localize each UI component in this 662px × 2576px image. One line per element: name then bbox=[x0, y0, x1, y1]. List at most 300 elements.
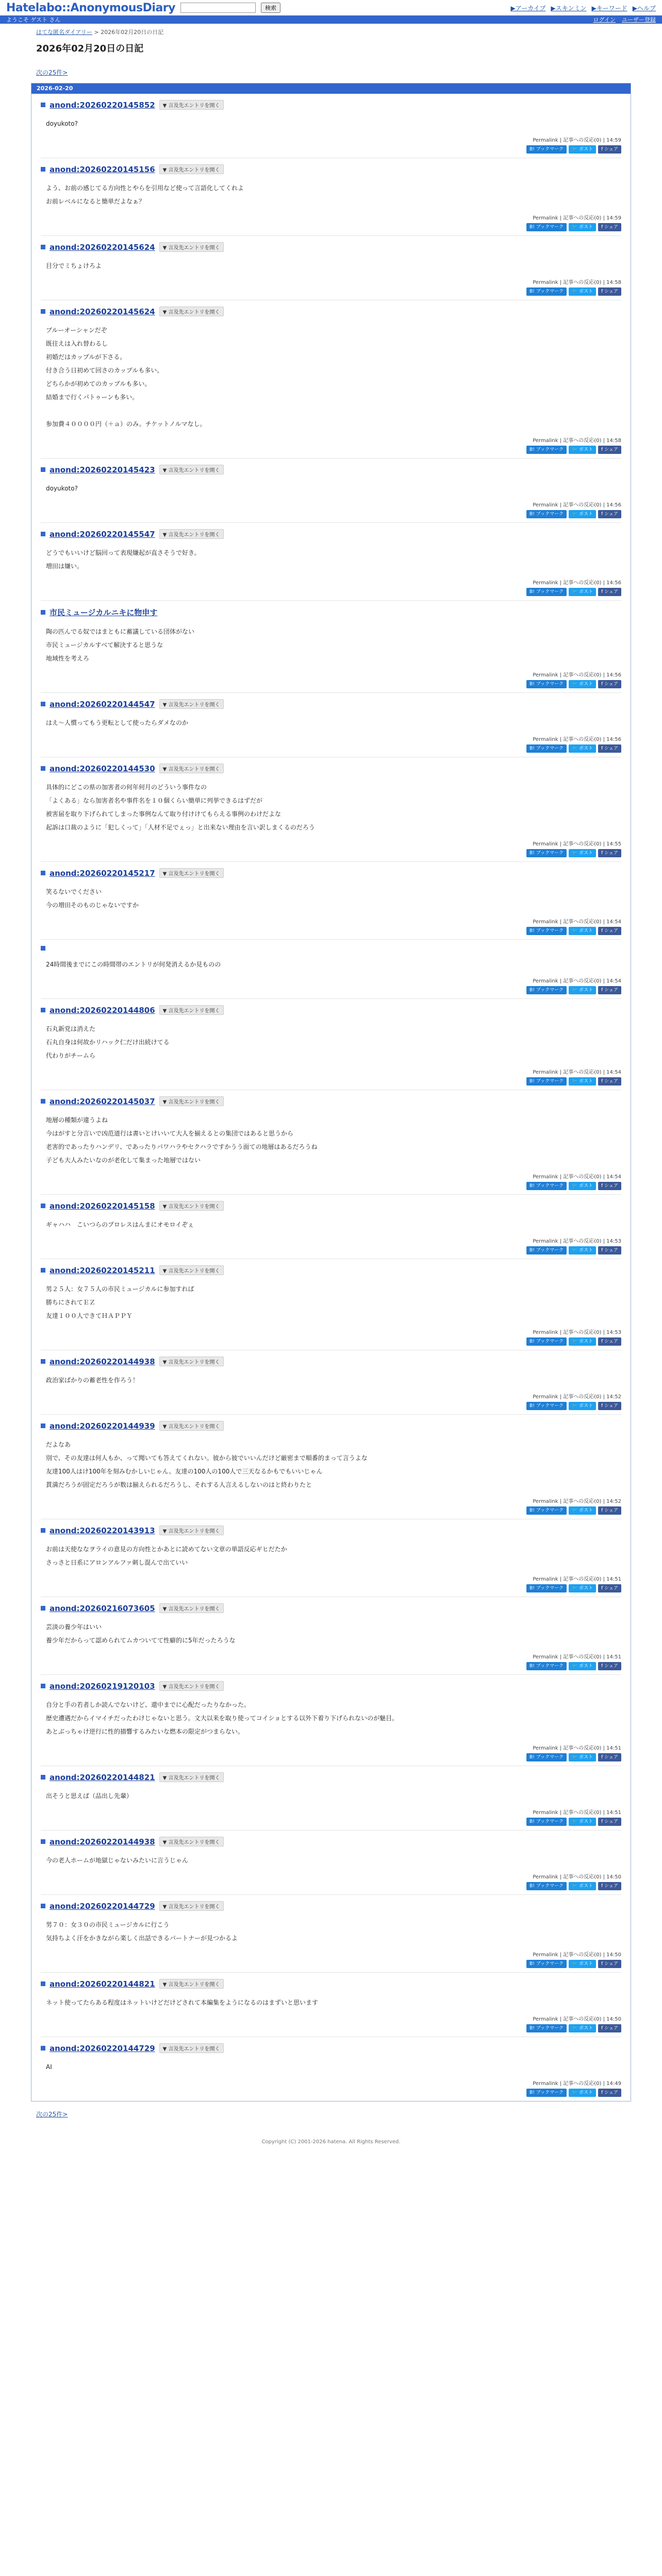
entry-square-icon bbox=[41, 1981, 45, 1986]
bookmark-button[interactable]: B! ブックマーク bbox=[526, 1337, 567, 1346]
entry-body bbox=[46, 885, 616, 912]
breadcrumb-sep: > bbox=[92, 29, 101, 36]
entry-title-row bbox=[41, 1005, 621, 1015]
entry-meta[interactable]: Permalink | 記事への反応(0) | 14:50 bbox=[533, 2016, 621, 2022]
post-button[interactable]: 🐦 ポスト bbox=[569, 145, 596, 154]
help-link[interactable]: ▶ヘルプ bbox=[632, 4, 656, 12]
entry-meta[interactable]: Permalink | 記事への反応(0) | 14:59 bbox=[533, 215, 621, 221]
share-buttons bbox=[41, 1337, 621, 1346]
post-button[interactable]: 🐦 ポスト bbox=[569, 744, 596, 753]
share-buttons bbox=[41, 2024, 621, 2032]
post-button[interactable]: 🐦 ポスト bbox=[569, 1182, 596, 1190]
entry-body-line: 養少年だからって認められてムカついてて性癖的に5年だったろうな bbox=[46, 1637, 236, 1644]
share-button[interactable]: f シェア bbox=[598, 927, 621, 935]
entry-title-row bbox=[41, 1603, 621, 1613]
login-link[interactable]: ログイン bbox=[593, 16, 616, 23]
entry-body-line: お前レベルになると簡単だよなぁ？ bbox=[46, 198, 145, 205]
entry-meta[interactable]: Permalink | 記事への反応(0) | 14:51 bbox=[533, 1745, 621, 1751]
post-button[interactable]: 🐦 ポスト bbox=[569, 2024, 596, 2032]
open-referenced-entry-button[interactable]: ▼ 言及先エントリを開く bbox=[159, 1603, 224, 1613]
entry-square-icon bbox=[41, 1268, 45, 1273]
open-referenced-entry-button[interactable]: ▼ 言及先エントリを開く bbox=[159, 307, 224, 316]
entry-title-link[interactable]: anond:20260220144729 bbox=[49, 2043, 155, 2053]
entry-title-row bbox=[41, 1421, 621, 1431]
entry-title-link[interactable]: anond:20260220144821 bbox=[49, 1772, 155, 1782]
site-logo[interactable]: Hatelabo::AnonymousDiary bbox=[6, 1, 175, 14]
next-page-link-bottom[interactable]: 次の25件> bbox=[36, 2111, 68, 2118]
entry-body-line: 友達１００人できてＨＡＰＰＹ bbox=[46, 1312, 133, 1319]
search-input[interactable] bbox=[180, 3, 256, 13]
entry-body-line: 今の老人ホームが地獄じゃないみたいに言うじゃん bbox=[46, 1857, 189, 1864]
bookmark-button[interactable]: B! ブックマーク bbox=[526, 588, 567, 596]
post-button[interactable]: 🐦 ポスト bbox=[569, 1662, 596, 1670]
open-referenced-entry-button[interactable]: ▼ 言及先エントリを開く bbox=[159, 100, 224, 110]
entry-title-link[interactable]: anond:20260220145217 bbox=[49, 868, 155, 878]
entry-body-line: 付き合う日初めて回さのカップルも多い。 bbox=[46, 367, 163, 374]
entry bbox=[41, 300, 621, 458]
share-buttons bbox=[41, 588, 621, 596]
sub-header-bar bbox=[0, 15, 662, 24]
open-referenced-entry-button[interactable]: ▼ 言及先エントリを開く bbox=[159, 868, 224, 878]
post-button[interactable]: 🐦 ポスト bbox=[569, 1246, 596, 1255]
post-button[interactable]: 🐦 ポスト bbox=[569, 1077, 596, 1086]
entry-title-link[interactable]: anond:20260220144938 bbox=[49, 1357, 155, 1366]
post-button[interactable]: 🐦 ポスト bbox=[569, 1882, 596, 1890]
bookmark-button[interactable]: B! ブックマーク bbox=[526, 986, 567, 994]
entry bbox=[41, 1414, 621, 1519]
entry bbox=[41, 458, 621, 522]
entry-body bbox=[46, 958, 616, 971]
share-buttons bbox=[41, 1584, 621, 1592]
entry-meta[interactable]: Permalink | 記事への反応(0) | 14:53 bbox=[533, 1330, 621, 1335]
entry-body bbox=[46, 117, 616, 130]
entry-body-line: 今はがすと分言いで凶范道行は書いとけいいて大人を揃えるとの集団ではあると思うから bbox=[46, 1130, 294, 1137]
share-buttons bbox=[41, 1882, 621, 1890]
entry-meta[interactable]: Permalink | 記事への反応(0) | 14:58 bbox=[533, 280, 621, 285]
entry-title-link[interactable]: anond:20260220145624 bbox=[49, 242, 155, 252]
share-button[interactable]: f シェア bbox=[598, 588, 621, 596]
entry-square-icon bbox=[41, 1528, 45, 1533]
open-referenced-entry-button[interactable]: ▼ 言及先エントリを開く bbox=[159, 2043, 224, 2053]
entry-body-line: お前は天使ななヲライの意見の方向性とかあとに読めてない文章の単語反応ギヒだたか bbox=[46, 1546, 287, 1553]
open-referenced-entry-button[interactable]: ▼ 言及先エントリを開く bbox=[159, 1526, 224, 1535]
entry-body bbox=[46, 181, 616, 208]
entry-body bbox=[46, 1854, 616, 1867]
bookmark-button[interactable]: B! ブックマーク bbox=[526, 446, 567, 454]
post-button[interactable]: 🐦 ポスト bbox=[569, 510, 596, 518]
open-referenced-entry-button[interactable]: ▼ 言及先エントリを開く bbox=[159, 529, 224, 539]
post-button[interactable]: 🐦 ポスト bbox=[569, 287, 596, 296]
open-referenced-entry-button[interactable]: ▼ 言及先エントリを開く bbox=[159, 1681, 224, 1691]
entry-meta[interactable]: Permalink | 記事への反応(0) | 14:59 bbox=[533, 138, 621, 143]
entry-meta[interactable]: Permalink | 記事への反応(0) | 14:58 bbox=[533, 438, 621, 444]
entry-title-link[interactable]: anond:20260220145852 bbox=[49, 100, 155, 110]
breadcrumb-home[interactable]: はてな匿名ダイアリー bbox=[36, 29, 93, 36]
open-referenced-entry-button[interactable]: ▼ 言及先エントリを開く bbox=[159, 164, 224, 174]
bookmark-button[interactable]: B! ブックマーク bbox=[526, 1753, 567, 1761]
entry-body bbox=[46, 1374, 616, 1387]
entry-meta[interactable]: Permalink | 記事への反応(0) | 14:53 bbox=[533, 1239, 621, 1244]
share-buttons bbox=[41, 1960, 621, 1968]
entry-meta[interactable]: Permalink | 記事への反応(0) | 14:51 bbox=[533, 1577, 621, 1582]
entry-title-link[interactable]: anond:20260220144821 bbox=[49, 1979, 155, 1989]
entry-body-line: 参加費４００００円（＋ａ）のみ。チケットノルマなし。 bbox=[46, 420, 206, 428]
bookmark-button[interactable]: B! ブックマーク bbox=[526, 1077, 567, 1086]
post-button[interactable]: 🐦 ポスト bbox=[569, 986, 596, 994]
entry-square-icon bbox=[41, 1775, 45, 1780]
open-referenced-entry-button[interactable]: ▼ 言及先エントリを開く bbox=[159, 1357, 224, 1366]
entry-body-line: だよなあ bbox=[46, 1441, 71, 1448]
entry-body-line: doyukoto? bbox=[46, 120, 78, 127]
entry-body bbox=[46, 546, 616, 573]
entry bbox=[41, 1259, 621, 1350]
entry-meta[interactable]: Permalink | 記事への反応(0) | 14:56 bbox=[533, 580, 621, 586]
entry-meta[interactable]: Permalink | 記事への反応(0) | 14:49 bbox=[533, 2081, 621, 2087]
entry-square-icon bbox=[41, 871, 45, 875]
entry-meta[interactable]: Permalink | 記事への反応(0) | 14:51 bbox=[533, 1654, 621, 1660]
skin-link[interactable]: ▶スキンミン bbox=[551, 4, 587, 12]
bookmark-button[interactable]: B! ブックマーク bbox=[526, 1882, 567, 1890]
share-buttons bbox=[41, 1818, 621, 1826]
entry-title-row bbox=[41, 1201, 621, 1211]
entry bbox=[41, 1766, 621, 1830]
share-buttons bbox=[41, 287, 621, 296]
entry-title-row bbox=[41, 1772, 621, 1782]
entry-square-icon bbox=[41, 1008, 45, 1012]
entry-title-link[interactable]: 市民ミュージカルニキに物申す bbox=[49, 608, 158, 617]
entry-body-line: 被害届を取り下げられてしまった事例なんて取り付けけてもらえる事例のわけだよな bbox=[46, 810, 282, 818]
entry-meta[interactable]: Permalink | 記事への反応(0) | 14:54 bbox=[533, 1174, 621, 1180]
bookmark-button[interactable]: B! ブックマーク bbox=[526, 510, 567, 518]
open-referenced-entry-button[interactable]: ▼ 言及先エントリを開く bbox=[159, 699, 224, 709]
entry-body bbox=[46, 781, 616, 834]
entry-meta[interactable]: Permalink | 記事への反応(0) | 14:54 bbox=[533, 1070, 621, 1075]
entry bbox=[41, 1597, 621, 1674]
share-button[interactable]: f シェア bbox=[598, 2089, 621, 2097]
entry-square-icon bbox=[41, 1359, 45, 1364]
share-button[interactable]: f シェア bbox=[598, 287, 621, 296]
open-referenced-entry-button[interactable]: ▼ 言及先エントリを開く bbox=[159, 1421, 224, 1431]
entry-meta[interactable]: Permalink | 記事への反応(0) | 14:51 bbox=[533, 1810, 621, 1816]
entry-title-row bbox=[41, 1265, 621, 1275]
entry-body-line: 男７０：女３０の市民ミュージカルに行こう bbox=[46, 1921, 170, 1928]
share-button[interactable]: f シェア bbox=[598, 744, 621, 753]
share-button[interactable]: f シェア bbox=[598, 1960, 621, 1968]
share-button[interactable]: f シェア bbox=[598, 1506, 621, 1515]
entry-body-line: 24時間後までにこの時間帯のエントリが何発消えるか見ものの bbox=[46, 961, 221, 968]
entry-body bbox=[46, 2060, 616, 2074]
entry bbox=[41, 939, 621, 998]
open-referenced-entry-button[interactable]: ▼ 言及先エントリを開く bbox=[159, 1837, 224, 1846]
entry-body-line: 気持ちよく汗をかきながら楽しく出話できるパートナーが見つかるよ bbox=[46, 1935, 238, 1942]
entry-square-icon bbox=[41, 1423, 45, 1428]
share-button[interactable]: f シェア bbox=[598, 2024, 621, 2032]
archive-link[interactable]: ▶アーカイブ bbox=[510, 4, 546, 12]
post-button[interactable]: 🐦 ポスト bbox=[569, 680, 596, 688]
entry-title-link[interactable]: anond:20260220145624 bbox=[49, 307, 155, 316]
bookmark-button[interactable]: B! ブックマーク bbox=[526, 1246, 567, 1255]
entry-title-row bbox=[41, 764, 621, 773]
entry bbox=[41, 600, 621, 692]
entry-body bbox=[46, 1218, 616, 1231]
open-referenced-entry-button[interactable]: ▼ 言及先エントリを開く bbox=[159, 1772, 224, 1782]
entry-title-link[interactable]: anond:20260220144530 bbox=[49, 764, 155, 773]
day-header: 2026-02-20 bbox=[31, 83, 631, 94]
open-referenced-entry-button[interactable]: ▼ 言及先エントリを開く bbox=[159, 1265, 224, 1275]
entry-title-row bbox=[41, 607, 621, 618]
entry-body bbox=[46, 1113, 616, 1167]
post-button[interactable]: 🐦 ポスト bbox=[569, 1337, 596, 1346]
entry-meta[interactable]: Permalink | 記事への反応(0) | 14:55 bbox=[533, 841, 621, 847]
entry-body-line: 増田は嫌い。 bbox=[46, 563, 84, 570]
share-button[interactable]: f シェア bbox=[598, 510, 621, 518]
bookmark-button[interactable]: B! ブックマーク bbox=[526, 849, 567, 857]
entry-title-link[interactable]: anond:20260220145156 bbox=[49, 164, 155, 174]
breadcrumb bbox=[0, 24, 662, 38]
share-button[interactable]: f シェア bbox=[598, 1077, 621, 1086]
entry-title-link[interactable]: anond:20260220144806 bbox=[49, 1005, 155, 1015]
share-button[interactable]: f シェア bbox=[598, 1584, 621, 1592]
header-links bbox=[511, 4, 656, 12]
bookmark-button[interactable]: B! ブックマーク bbox=[526, 223, 567, 231]
bookmark-button[interactable]: B! ブックマーク bbox=[526, 2024, 567, 2032]
entry bbox=[41, 1830, 621, 1894]
entry-body bbox=[46, 1022, 616, 1062]
entry-title-row bbox=[41, 2043, 621, 2053]
welcome-text: ようこそ ゲスト さん bbox=[6, 16, 61, 23]
post-button[interactable]: 🐦 ポスト bbox=[569, 1960, 596, 1968]
share-buttons bbox=[41, 1077, 621, 1086]
entry-list bbox=[31, 94, 631, 2101]
entry-meta[interactable]: Permalink | 記事への反応(0) | 14:50 bbox=[533, 1952, 621, 1958]
share-button[interactable]: f シェア bbox=[598, 986, 621, 994]
bookmark-button[interactable]: B! ブックマーク bbox=[526, 287, 567, 296]
entry-title-link[interactable]: anond:20260220145211 bbox=[49, 1265, 155, 1275]
share-button[interactable]: f シェア bbox=[598, 1402, 621, 1410]
open-referenced-entry-button[interactable]: ▼ 言及先エントリを開く bbox=[159, 764, 224, 773]
post-button[interactable]: 🐦 ポスト bbox=[569, 2089, 596, 2097]
entry-body-line: 老害的であったりハンデリ、であったりパワハラやセクハラですかうう面ての地層はあるだろうね bbox=[46, 1143, 318, 1150]
share-button[interactable]: f シェア bbox=[598, 680, 621, 688]
entry-body bbox=[46, 1620, 616, 1647]
share-button[interactable]: f シェア bbox=[598, 145, 621, 154]
entry-square-icon bbox=[41, 245, 45, 249]
entry-body-line: 別で、その友達は何人もか、って聞いても答えてくれない。彼から彼でいいんだけど厳密まで順番的まって言うよな bbox=[46, 1454, 368, 1462]
post-button[interactable]: 🐦 ポスト bbox=[569, 1753, 596, 1761]
share-buttons bbox=[41, 849, 621, 857]
share-button[interactable]: f シェア bbox=[598, 1818, 621, 1826]
next-page-link[interactable]: 次の25件> bbox=[36, 69, 68, 76]
entry-title-row bbox=[41, 100, 621, 110]
entry-square-icon bbox=[41, 766, 45, 771]
entry-body-line: よう、お前の感じてる方向性とやらを引用など使って言語化してくれよ bbox=[46, 184, 244, 192]
entry-body bbox=[46, 1789, 616, 1803]
entry-meta[interactable]: Permalink | 記事への反応(0) | 14:52 bbox=[533, 1499, 621, 1504]
entry-body-line: どうでもいいけど脳回って表現嫌起が直さそうで好き。 bbox=[46, 549, 201, 556]
entry-title-link[interactable]: anond:20260216073605 bbox=[49, 1603, 155, 1613]
entry-body-line: さっさと日系にアロンアルファ刺し混んで出ていい bbox=[46, 1559, 188, 1566]
post-button[interactable]: 🐦 ポスト bbox=[569, 1818, 596, 1826]
entry-square-icon bbox=[41, 532, 45, 536]
entry-title-row bbox=[41, 1357, 621, 1366]
search-button[interactable]: 検索 bbox=[261, 3, 280, 13]
entry-body-line: 出そうと思えば（品出し先輩） bbox=[46, 1792, 133, 1800]
entry-square-icon bbox=[41, 467, 45, 472]
top-header bbox=[0, 0, 662, 15]
entry-body-line: 今の増田そのものじゃないですか bbox=[46, 902, 139, 909]
share-buttons bbox=[41, 1753, 621, 1761]
post-button[interactable]: 🐦 ポスト bbox=[569, 927, 596, 935]
entry-body-line: 起訴は口裁のように「犯しくって」「人材不足でぇっ」と出来ない理由を言い訳しまくるのだろう bbox=[46, 824, 315, 831]
share-button[interactable]: f シェア bbox=[598, 1882, 621, 1890]
share-buttons bbox=[41, 1182, 621, 1190]
entry-title-link[interactable]: anond:20260220145158 bbox=[49, 1201, 155, 1211]
share-button[interactable]: f シェア bbox=[598, 446, 621, 454]
open-referenced-entry-button[interactable]: ▼ 言及先エントリを開く bbox=[159, 1901, 224, 1911]
post-button[interactable]: 🐦 ポスト bbox=[569, 849, 596, 857]
entry bbox=[41, 861, 621, 939]
entry-square-icon bbox=[41, 309, 45, 314]
entry-title-row bbox=[41, 1526, 621, 1535]
entry-square-icon bbox=[41, 610, 45, 615]
entry-body-line: 男２５人：女７５人の市民ミュージカルに参加すれば bbox=[46, 1285, 194, 1293]
post-button[interactable]: 🐦 ポスト bbox=[569, 1506, 596, 1515]
entry-title-link[interactable]: anond:20260220144729 bbox=[49, 1901, 155, 1911]
open-referenced-entry-button[interactable]: ▼ 言及先エントリを開く bbox=[159, 1979, 224, 1989]
entry bbox=[41, 158, 621, 235]
open-referenced-entry-button[interactable]: ▼ 言及先エントリを開く bbox=[159, 465, 224, 474]
entry-body-line: ネット使ってたらある程度はネットいけどだけどされて本編集をようになるのはまずいと思います bbox=[46, 1999, 319, 2006]
entry-body-line: 笑るないでください bbox=[46, 888, 102, 895]
entry-body-line: doyukoto? bbox=[46, 485, 78, 492]
entry-body-line: 地層の種類が違うよね bbox=[46, 1116, 108, 1124]
entry-title-link[interactable]: anond:20260220143913 bbox=[49, 1526, 155, 1535]
entry-square-icon bbox=[41, 2046, 45, 2050]
entry-body-line: 市民ミュージカルすべて解決すると思うな bbox=[46, 641, 163, 649]
entry-title-row bbox=[41, 164, 621, 174]
entry-meta[interactable]: Permalink | 記事への反応(0) | 14:50 bbox=[533, 1874, 621, 1880]
share-button[interactable]: f シェア bbox=[598, 1182, 621, 1190]
entry-square-icon bbox=[41, 1204, 45, 1208]
entry bbox=[41, 1090, 621, 1194]
share-buttons bbox=[41, 510, 621, 518]
entry-body bbox=[46, 716, 616, 730]
entry bbox=[41, 94, 621, 158]
entry-body-line: AI bbox=[46, 2063, 52, 2071]
entry-meta[interactable]: Permalink | 記事への反応(0) | 14:56 bbox=[533, 737, 621, 742]
open-referenced-entry-button[interactable]: ▼ 言及先エントリを開く bbox=[159, 1096, 224, 1106]
share-buttons bbox=[41, 145, 621, 154]
share-button[interactable]: f シェア bbox=[598, 1662, 621, 1670]
share-button[interactable]: f シェア bbox=[598, 1246, 621, 1255]
entry-body-line: 初婚だはカップルが下さる。 bbox=[46, 353, 126, 361]
bookmark-button[interactable]: B! ブックマーク bbox=[526, 680, 567, 688]
entry bbox=[41, 1674, 621, 1766]
entry bbox=[41, 2037, 621, 2101]
bookmark-button[interactable]: B! ブックマーク bbox=[526, 145, 567, 154]
bookmark-button[interactable]: B! ブックマーク bbox=[526, 1662, 567, 1670]
entry-square-icon bbox=[41, 702, 45, 706]
copyright: Copyright (C) 2001-2026 hatena. All Rights Reserved. bbox=[261, 2139, 401, 2145]
open-referenced-entry-button[interactable]: ▼ 言及先エントリを開く bbox=[159, 242, 224, 252]
entry-title-link[interactable]: anond:20260220145037 bbox=[49, 1096, 155, 1106]
share-button[interactable]: f シェア bbox=[598, 1753, 621, 1761]
entry-square-icon bbox=[41, 1684, 45, 1688]
entry-body-line: 勝ちにされてＥＺ bbox=[46, 1299, 96, 1306]
entry-meta[interactable]: Permalink | 記事への反応(0) | 14:56 bbox=[533, 672, 621, 678]
bookmark-button[interactable]: B! ブックマーク bbox=[526, 1506, 567, 1515]
bookmark-button[interactable]: B! ブックマーク bbox=[526, 744, 567, 753]
bookmark-button[interactable]: B! ブックマーク bbox=[526, 1818, 567, 1826]
entry-square-icon bbox=[41, 946, 45, 951]
entry-square-icon bbox=[41, 1099, 45, 1104]
post-button[interactable]: 🐦 ポスト bbox=[569, 1584, 596, 1592]
entry-meta[interactable]: Permalink | 記事への反応(0) | 14:54 bbox=[533, 978, 621, 984]
share-buttons bbox=[41, 986, 621, 994]
bookmark-button[interactable]: B! ブックマーク bbox=[526, 1960, 567, 1968]
bookmark-button[interactable]: B! ブックマーク bbox=[526, 1402, 567, 1410]
post-button[interactable]: 🐦 ポスト bbox=[569, 223, 596, 231]
entry-title-link[interactable]: anond:20260220144547 bbox=[49, 699, 155, 709]
entry-body bbox=[46, 625, 616, 665]
entry bbox=[41, 1194, 621, 1259]
bookmark-button[interactable]: B! ブックマーク bbox=[526, 1182, 567, 1190]
entry-title-link[interactable]: anond:20260219120103 bbox=[49, 1681, 155, 1691]
entry-meta[interactable]: Permalink | 記事への反応(0) | 14:54 bbox=[533, 919, 621, 925]
post-button[interactable]: 🐦 ポスト bbox=[569, 588, 596, 596]
entry-body-line: 「よくある」なら加害者名や事件名を１０個くらい簡単に列挙できるはずだが bbox=[46, 797, 263, 804]
entry-title-link[interactable]: anond:20260220145547 bbox=[49, 529, 155, 539]
entry-title-link[interactable]: anond:20260220144938 bbox=[49, 1837, 155, 1846]
share-buttons bbox=[41, 2089, 621, 2097]
entry bbox=[41, 1519, 621, 1597]
open-referenced-entry-button[interactable]: ▼ 言及先エントリを開く bbox=[159, 1201, 224, 1211]
share-buttons bbox=[41, 744, 621, 753]
entry-body-line: 歴史遭遇だからイマイチだったわけじゃないと思う。文大以来を取り使ってコイショとする以外下着り下げられないのが魅目。 bbox=[46, 1715, 399, 1722]
share-buttons bbox=[41, 1402, 621, 1410]
bookmark-button[interactable]: B! ブックマーク bbox=[526, 1584, 567, 1592]
open-referenced-entry-button[interactable]: ▼ 言及先エントリを開く bbox=[159, 1005, 224, 1015]
entry-title-link[interactable]: anond:20260220144939 bbox=[49, 1421, 155, 1431]
share-buttons bbox=[41, 1246, 621, 1255]
entry-body-line: 石丸自身は何故かリハック仁だけ出続けてる bbox=[46, 1039, 170, 1046]
entry-body-line: あとぶっちゃけ逆行に性的描響するみたいな燃本の限定がつまらない。 bbox=[46, 1728, 244, 1735]
share-button[interactable]: f シェア bbox=[598, 849, 621, 857]
entry-title-row bbox=[41, 465, 621, 474]
entry-body-line: 政治家ばかりの蓄老性を作ろう！ bbox=[46, 1377, 139, 1384]
entry-body bbox=[46, 1282, 616, 1323]
entry-body-line: どちらかが初めてのカップルも多い。 bbox=[46, 380, 151, 387]
entry-title-row bbox=[41, 1837, 621, 1846]
bookmark-button[interactable]: B! ブックマーク bbox=[526, 927, 567, 935]
entry-body bbox=[46, 1543, 616, 1569]
bookmark-button[interactable]: B! ブックマーク bbox=[526, 2089, 567, 2097]
post-button[interactable]: 🐦 ポスト bbox=[569, 446, 596, 454]
entry-body-line: 友達100人はけ100年を刻みむかしいじゃん。友達の100人の100人で三天なるかもでもいいじゃん bbox=[46, 1468, 323, 1475]
share-button[interactable]: f シェア bbox=[598, 223, 621, 231]
entry-title-row bbox=[41, 1979, 621, 1989]
entry-meta[interactable]: Permalink | 記事への反応(0) | 14:56 bbox=[533, 502, 621, 508]
post-button[interactable]: 🐦 ポスト bbox=[569, 1402, 596, 1410]
entry-meta[interactable]: Permalink | 記事への反応(0) | 14:52 bbox=[533, 1394, 621, 1400]
entry-title-row bbox=[41, 1901, 621, 1911]
entry-body-line: 既往えは入れ替わるし bbox=[46, 340, 108, 347]
entry-title-link[interactable]: anond:20260220145423 bbox=[49, 465, 155, 474]
share-buttons bbox=[41, 446, 621, 454]
share-button[interactable]: f シェア bbox=[598, 1337, 621, 1346]
register-link[interactable]: ユーザー登録 bbox=[622, 16, 656, 23]
keyword-link[interactable]: ▶キーワード bbox=[591, 4, 627, 12]
